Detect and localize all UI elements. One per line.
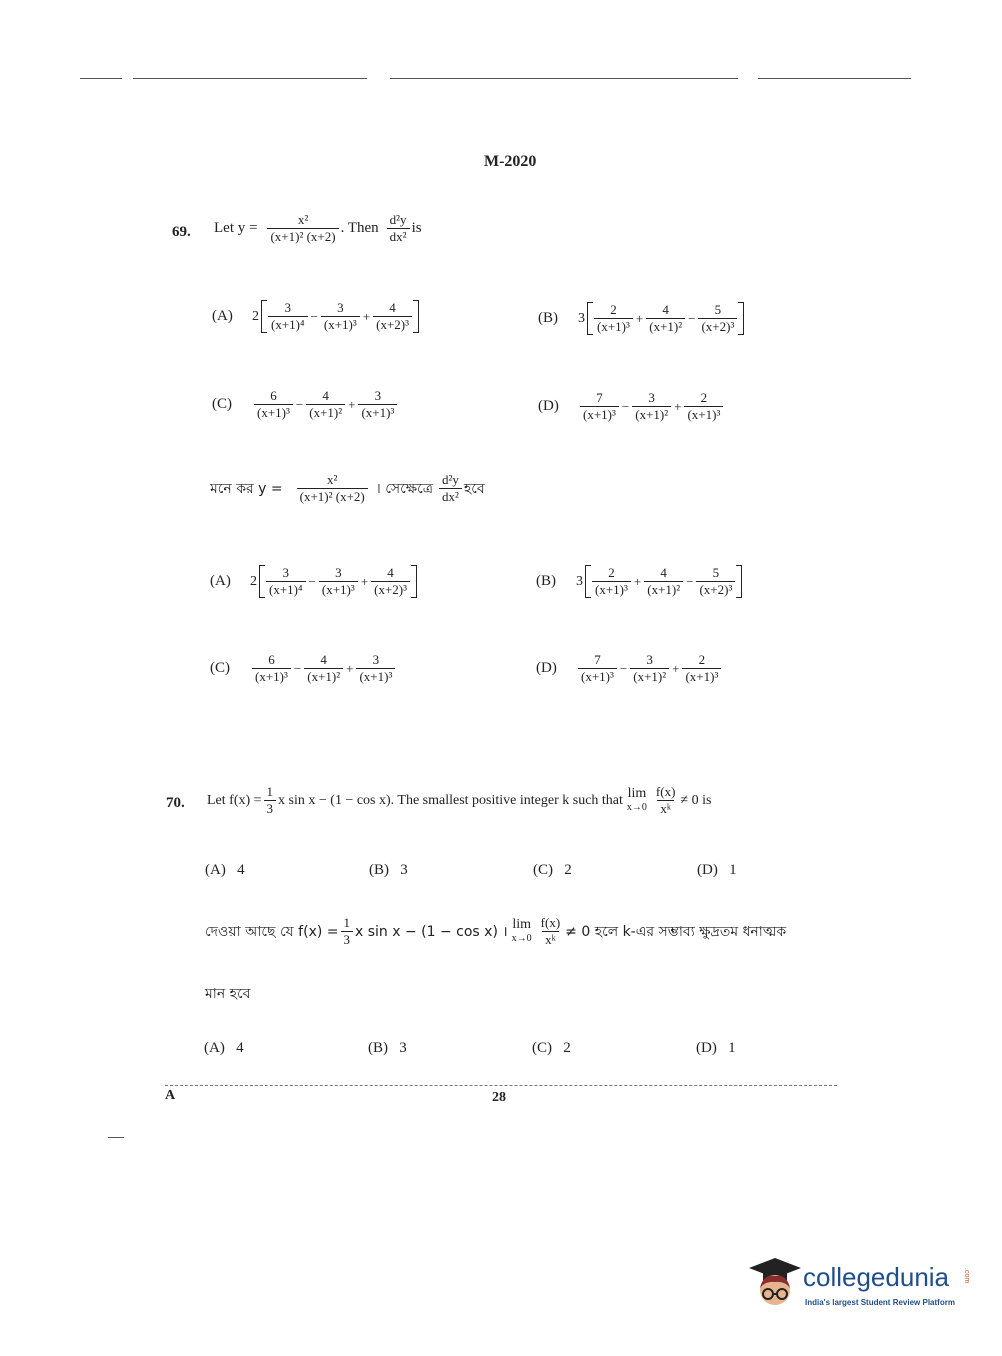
set-label: A	[165, 1088, 176, 1103]
top-rule-2	[133, 78, 367, 79]
q70-en-options: (A) 4 (B) 3 (C) 2 (D) 1	[205, 862, 737, 878]
q70-stem-en: Let f(x) = $\frac{1}{3}$ x sin x − (1 − cos x). The smallest positive integer k such that lim x→0 $\frac{f(x)}{\text{xᵏ}}$ ≠ 0 is	[207, 784, 712, 816]
q69-en-option-c: (C) $\frac{6}{\text{(x+1)³}}$ − $\frac{4}{\text{(x+1)²}}$ + $\frac{3}{\text{(x+1)³}}$	[212, 388, 399, 421]
q69-bn-option-d: (D) $\frac{7}{\text{(x+1)³}}$ − $\frac{3}{\text{(x+1)²}}$ + $\frac{2}{\text{(x+1)³}}$	[536, 652, 723, 685]
question-number-69: 69.	[172, 224, 191, 240]
brand-name: collegedunia	[803, 1262, 950, 1292]
collegedunia-logo	[745, 1250, 975, 1320]
footer-rule	[165, 1085, 837, 1086]
q69-en-option-d: (D) $\frac{7}{\text{(x+1)³}}$ − $\frac{3}{\text{(x+1)²}}$ + $\frac{2}{\text{(x+1)³}}$	[538, 390, 725, 423]
q69-bn-option-a: (A) 2 $\frac{3}{\text{(x+1)⁴}}$ − $\frac{3}{\text{(x+1)³}}$ + $\frac{4}{\text{(x+2)³}}$	[210, 565, 417, 598]
brand-tagline: India's largest Student Review Platform	[805, 1298, 955, 1307]
question-number-70: 70.	[166, 795, 185, 811]
brand-suffix: .com	[963, 1268, 970, 1284]
q69-bn-option-c: (C) $\frac{6}{\text{(x+1)³}}$ − $\frac{4}{\text{(x+1)²}}$ + $\frac{3}{\text{(x+1)³}}$	[210, 652, 397, 685]
graduate-cap-icon	[745, 1254, 803, 1312]
q69-stem-en: Let y = $\frac{\text{x²}}{\text{(x+1)² (x+2)}}$ . Then $\frac{\text{d²y}}{\text{dx²}}$ is	[214, 212, 422, 244]
page-number: 28	[492, 1090, 506, 1105]
top-rule-3	[390, 78, 738, 79]
margin-mark	[108, 1137, 124, 1138]
top-rule-1	[80, 78, 122, 79]
q70-stem-bn-line2: মান হবে	[205, 986, 251, 1002]
q70-bn-options: (A) 4 (B) 3 (C) 2 (D) 1	[204, 1040, 736, 1056]
paper-code: M-2020	[484, 153, 537, 170]
q70-stem-bn: দেওয়া আছে যে f(x) = $\frac{1}{3}$ x sin x − (1 − cos x) । lim x→0 $\frac{f(x)}{\text{xᵏ}}$ ≠ 0 হলে k-এর সম্ভাব্য ক্ষুদ্রতম ধনাত্মক	[205, 915, 787, 947]
q69-en-option-a: (A) 2 $\frac{3}{\text{(x+1)⁴}}$ − $\frac{3}{\text{(x+1)³}}$ + $\frac{4}{\text{(x+2)³}}$	[212, 300, 419, 333]
q69-bn-option-b: (B) 3 $\frac{2}{\text{(x+1)³}}$ + $\frac{4}{\text{(x+1)²}}$ − $\frac{5}{\text{(x+2)³}}$	[536, 565, 742, 598]
top-rule-4	[758, 78, 911, 79]
q69-stem-bn: মনে কর y = $\frac{\text{x²}}{\text{(x+1)² (x+2)}}$ । সেক্ষেত্রে $\frac{\text{d²y}}{\text{dx²}}$ হবে	[210, 472, 485, 504]
q69-en-option-b: (B) 3 $\frac{2}{\text{(x+1)³}}$ + $\frac{4}{\text{(x+1)²}}$ − $\frac{5}{\text{(x+2)³}}$	[538, 302, 744, 335]
